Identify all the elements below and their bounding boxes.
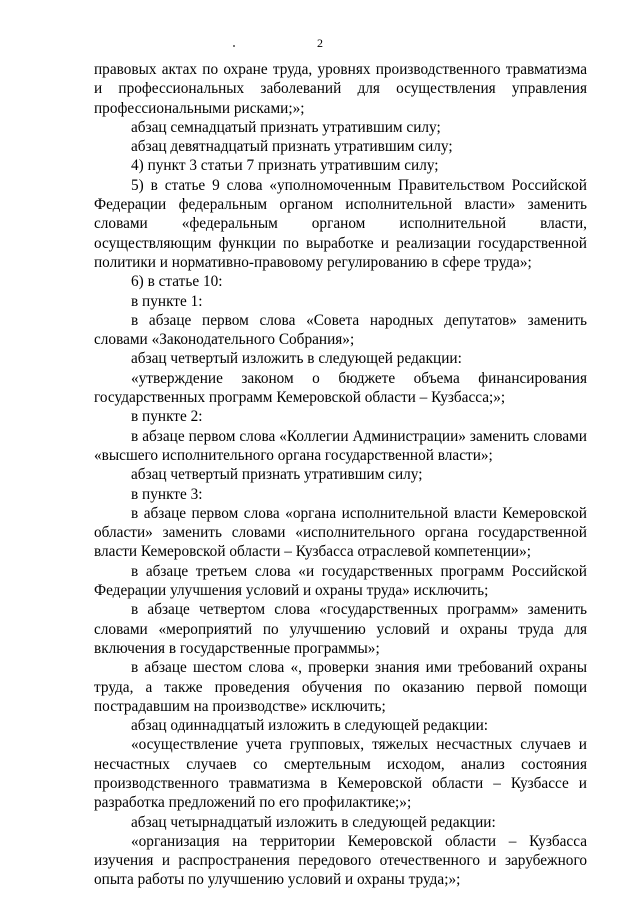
paragraph: 6) в статье 10: — [131, 273, 223, 291]
paragraph: абзац четвертый изложить в следующей редакции: — [131, 350, 462, 368]
paragraph: абзац одиннадцатый изложить в следующей редакции: — [131, 717, 489, 735]
paragraph: «организация на территории Кемеровской области – Кузбасса изучения и распространения передового отечественного и зарубежного опыта работы по улучшению условий и охраны труда;»; — [94, 832, 587, 889]
paragraph: 5) в статье 9 слова «уполномоченным Правительством Российской Федерации федеральным органом исполнительной власти» заменить словами «федеральным органом исполнительной власти, осуществляющим функции по выработке и реализации государственной политики и нормативно-правовому регулированию в сфере труда»; — [94, 176, 587, 271]
paragraph: в абзаце третьем слова «и государственных программ Российской Федерации улучшения условий и охраны труда» исключить; — [94, 562, 587, 600]
paragraph: «утверждение законом о бюджете объема финансирования государственных программ Кемеровской области – Кузбасса;»; — [94, 369, 587, 407]
scan-artifact-dot — [233, 45, 235, 47]
paragraph: в абзаце первом слова «Коллегии Администрации» заменить словами «высшего исполнительного органа государственной власти»; — [94, 427, 587, 464]
paragraph: в абзаце первом слова «органа исполнительной власти Кемеровской области» заменить словами «исполнительного органа государственной власти Кемеровской области – Кузбасса отраслевой компетенции»; — [94, 504, 587, 561]
paragraph: абзац четвертый признать утратившим силу; — [131, 466, 423, 484]
paragraph: в пункте 1: — [131, 292, 203, 310]
paragraph: «осуществление учета групповых, тяжелых несчастных случаев и несчастных случаев со смертельным исходом, анализ состояния производственного травматизма в Кемеровской области – Кузбассе и разработка предложений по его профилактике;»; — [94, 736, 587, 812]
paragraph: правовых актах по охране труда, уровнях производственного травматизма и профессиональных заболеваний для осуществления управления профессиональными рисками;»; — [94, 61, 587, 117]
paragraph: 4) пункт 3 статьи 7 признать утратившим силу; — [131, 157, 439, 175]
paragraph: абзац семнадцатый признать утратившим силу; — [131, 118, 441, 136]
paragraph: в пункте 3: — [131, 485, 203, 503]
paragraph: в абзаце четвертом слова «государственных программ» заменить словами «мероприятий по улучшению условий и охраны труда для включения в государственные программы»; — [94, 601, 587, 657]
paragraph: в абзаце шестом слова «, проверки знания ими требований охраны труда, а также проведения обучения по оказанию первой помощи пострадавшим на производстве» исключить; — [94, 659, 587, 715]
paragraph: абзац четырнадцатый изложить в следующей редакции: — [131, 813, 496, 831]
paragraph: в пункте 2: — [131, 408, 203, 426]
page-number: 2 — [317, 36, 323, 50]
document-body — [94, 60, 587, 890]
paragraph: абзац девятнадцатый признать утратившим силу; — [131, 138, 453, 156]
paragraph: в абзаце первом слова «Совета народных депутатов» заменить словами «Законодательного Собрания»; — [94, 311, 587, 349]
